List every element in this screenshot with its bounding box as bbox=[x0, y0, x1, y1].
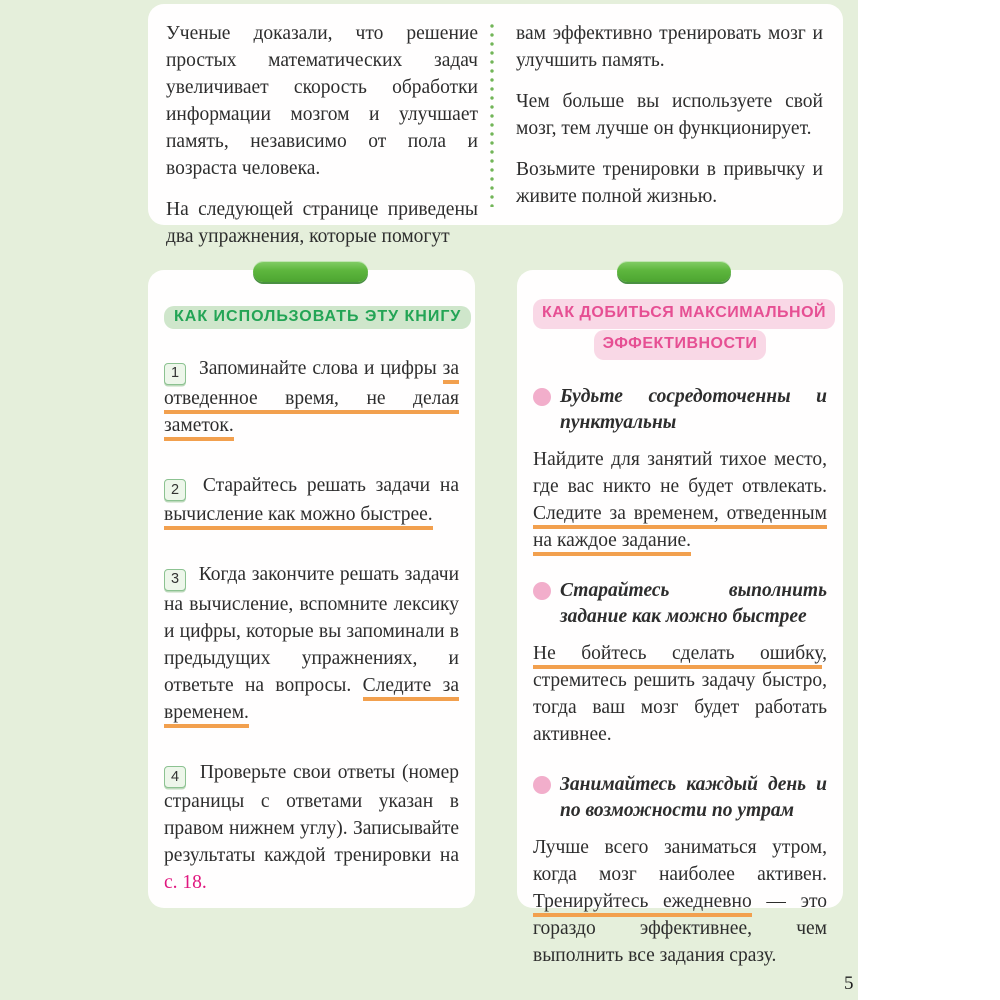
howto-item-1 bbox=[164, 355, 459, 439]
howto-title-text: КАК ИСПОЛЬЗОВАТЬ ЭТУ КНИГУ bbox=[164, 306, 471, 329]
section-title-text: Старайтесь выполнить задание как можно быстрее bbox=[560, 580, 827, 627]
paragraph-text: Найдите для занятий тихое место, где вас никто не будет отвлекать. bbox=[533, 449, 827, 497]
paragraph-text: Лучше всего заниматься утром, когда мозг наиболее активен. bbox=[533, 837, 827, 885]
paragraph-text: , стремитесь решить задачу быстро, тогда ваш мозг будет работать активнее. bbox=[533, 643, 827, 745]
efficiency-section-1 bbox=[533, 384, 827, 554]
howto-item-3 bbox=[164, 561, 459, 726]
section-title bbox=[533, 772, 827, 824]
howto-card-title bbox=[164, 304, 462, 329]
section-title-text: Будьте сосредоточенны и пунктуальны bbox=[560, 386, 827, 433]
dotted-divider bbox=[490, 24, 494, 207]
bullet-icon bbox=[533, 776, 551, 794]
howto-item-4 bbox=[164, 759, 459, 897]
section-title-text: Занимайтесь каждый день и по возможности по утрам bbox=[560, 774, 827, 821]
intro-left-column bbox=[166, 20, 478, 247]
item-text: Запоминайте слова и цифры bbox=[198, 358, 443, 379]
paragraph-text: — это гораздо эффективнее, чем выполнить все задания сразу. bbox=[533, 891, 827, 966]
item-number-badge: 4 bbox=[164, 766, 186, 788]
howto-card bbox=[148, 270, 475, 908]
efficiency-title-line1: КАК ДОБИТЬСЯ МАКСИМАЛЬНОЙ bbox=[533, 299, 835, 329]
underlined-text: Следите за временем. bbox=[164, 675, 459, 728]
intro-paragraph: вам эффективно тренировать мозг и улучшить память. bbox=[516, 23, 823, 71]
bullet-icon bbox=[533, 388, 551, 406]
green-tab-pill bbox=[253, 261, 368, 282]
item-text: Когда закончите решать задачи на вычисление, вспомните лексику и цифры, которые вы запоминали в предыдущих упражнениях, и ответьте на вопросы. bbox=[164, 564, 460, 696]
intro-right-column bbox=[506, 20, 823, 215]
bullet-icon bbox=[533, 582, 551, 600]
efficiency-title-line2: ЭФФЕКТИВНОСТИ bbox=[594, 330, 767, 360]
section-paragraph bbox=[533, 640, 827, 748]
section-paragraph bbox=[533, 834, 827, 969]
underlined-text: Следите за временем, отведенным на каждое задание. bbox=[533, 503, 827, 556]
intro-card bbox=[148, 4, 843, 247]
underlined-text: вычисление как можно быстрее. bbox=[164, 504, 433, 530]
intro-paragraph: Ученые доказали, что решение простых математических задач увеличивает скорость обработки информации мозгом и улучшает память, независимо от пола и возраста человека. bbox=[166, 23, 478, 179]
item-number-badge: 3 bbox=[164, 569, 186, 591]
item-text: Старайтесь решать задачи на bbox=[202, 474, 459, 496]
page-number: 5 bbox=[844, 973, 854, 994]
howto-item-2 bbox=[164, 472, 459, 529]
efficiency-section-2 bbox=[533, 578, 827, 748]
underlined-text: Не бойтесь сделать ошибку bbox=[533, 643, 822, 669]
efficiency-card-title bbox=[533, 298, 827, 360]
section-title bbox=[533, 578, 827, 630]
intro-paragraph: Возьмите тренировки в привычку и живите полной жизнью. bbox=[516, 159, 823, 207]
efficiency-card bbox=[517, 270, 843, 966]
green-tab-pill bbox=[617, 261, 731, 282]
underlined-text: за отведенное время, не делая заметок. bbox=[164, 358, 459, 441]
intro-paragraph: Чем больше вы используете свой мозг, тем лучше он функционирует. bbox=[516, 91, 823, 139]
efficiency-section-3 bbox=[533, 772, 827, 969]
section-paragraph bbox=[533, 446, 827, 554]
item-text: Проверьте свои ответы (номер страницы с ответами указан в правом нижнем углу). Записывайте результаты каждой тренировки на bbox=[164, 761, 459, 866]
item-number-badge: 1 bbox=[164, 363, 186, 385]
intro-paragraph: На следующей странице приведены два упражнения, которые помогут bbox=[166, 199, 478, 247]
page-reference-link[interactable]: с. 18. bbox=[164, 872, 207, 893]
item-number-badge: 2 bbox=[164, 479, 186, 501]
section-title bbox=[533, 384, 827, 436]
underlined-text: Тренируйтесь ежедневно bbox=[533, 891, 752, 917]
